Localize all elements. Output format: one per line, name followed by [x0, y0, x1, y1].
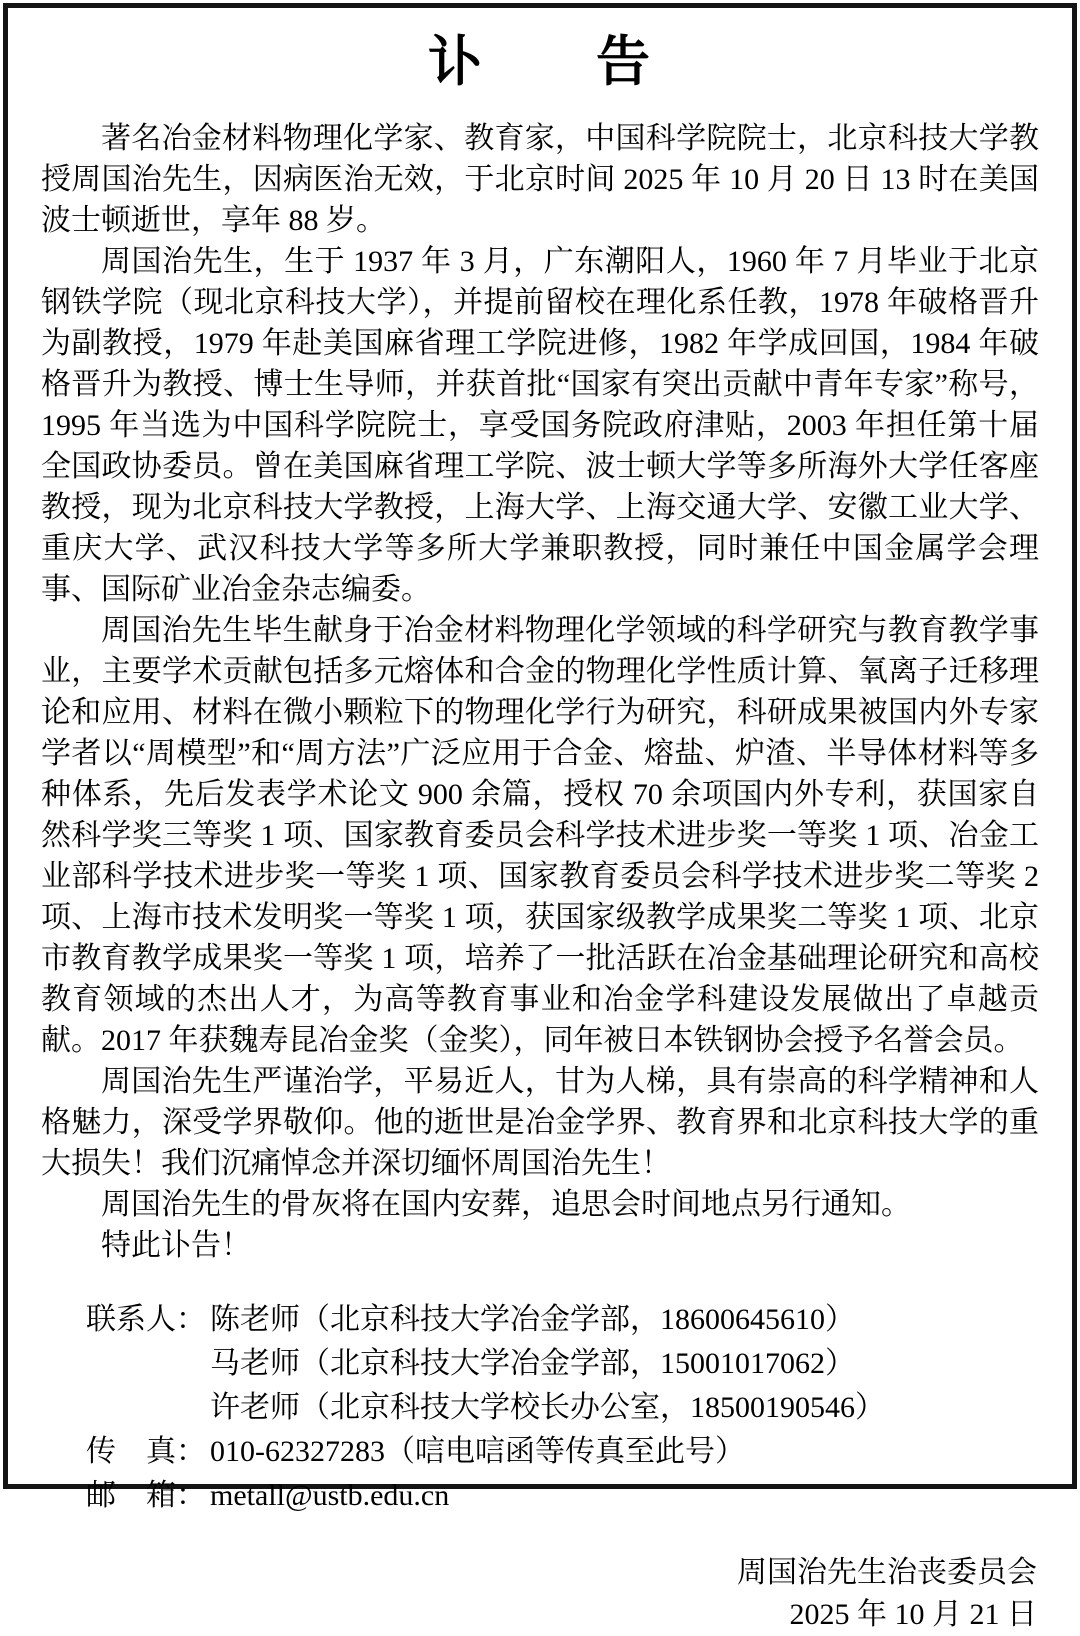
obituary-document [3, 3, 1077, 1631]
paragraph-tribute: 周国治先生严谨治学，平易近人，甘为人梯，具有崇高的科学精神和人格魅力，深受学界敬仰。他的逝世是冶金学界、教育界和北京科技大学的重大损失！我们沉痛悼念并深切缅怀周国治先生！ [41, 1065, 1039, 1180]
paragraph-intro: 著名冶金材料物理化学家、教育家，中国科学院院士，北京科技大学教授周国治先生，因病医治无效，于北京时间 2025 年 10 月 20 日 13 时在美国波士顿逝世，享年 88 岁。 [41, 122, 1039, 237]
obituary-body [41, 118, 1039, 1266]
email-label: 邮 箱： [86, 1479, 206, 1512]
contact-person-3: 许老师（北京科技大学校长办公室，18500190546） [210, 1391, 885, 1424]
contact-person-2: 马老师（北京科技大学冶金学部，15001017062） [210, 1347, 855, 1380]
contact-row-fax [86, 1430, 1039, 1474]
signature-date: 2025 年 10 月 21 日 [789, 1598, 1037, 1631]
page-title: 讣 告 [428, 32, 652, 92]
contact-person-1: 陈老师（北京科技大学冶金学部，18600645610） [210, 1303, 855, 1336]
email-address: metall@ustb.edu.cn [210, 1479, 450, 1512]
contact-row-person-1 [86, 1298, 1039, 1342]
fax-number: 010-62327283（唁电唁函等传真至此号） [210, 1435, 745, 1468]
paragraph-biography: 周国治先生，生于 1937 年 3 月，广东潮阳人，1960 年 7 月毕业于北京钢铁学院（现北京科技大学），并提前留校在理化系任教，1978 年破格晋升为副教授，1979 年赴美国麻省理工学院进修，1982 年学成回国，1984 年破格晋升为教授、博士生导师，并获首批“国家有突出贡献中青年专家”称号，1995 年当选为中国科学院院士，享受国务院政府津贴，2003 年担任第十届全国政协委员。曾在美国麻省理工学院、波士顿大学等多所海外大学任客座教授，现为北京科技大学教授，上海大学、上海交通大学、安徽工业大学、重庆大学、武汉科技大学等多所大学兼职教授，同时兼任中国金属学会理事、国际矿业冶金杂志编委。 [41, 245, 1039, 606]
signature-committee: 周国治先生治丧委员会 [737, 1556, 1037, 1589]
contact-row-email [86, 1474, 1039, 1518]
fax-label: 传 真： [86, 1435, 206, 1468]
contact-block [86, 1298, 1039, 1518]
contact-row-person-3 [86, 1386, 1039, 1430]
contact-row-person-2 [86, 1342, 1039, 1386]
paragraph-closing: 特此讣告！ [101, 1229, 251, 1262]
paragraph-burial-notice: 周国治先生的骨灰将在国内安葬，追思会时间地点另行通知。 [101, 1188, 911, 1221]
signature-block [41, 1552, 1039, 1636]
paragraph-achievements: 周国治先生毕生献身于冶金材料物理化学领域的科学研究与教育教学事业，主要学术贡献包括多元熔体和合金的物理化学性质计算、氧离子迁移理论和应用、材料在微小颗粒下的物理化学行为研究，科研成果被国内外专家学者以“周模型”和“周方法”广泛应用于合金、熔盐、炉渣、半导体材料等多种体系，先后发表学术论文 900 余篇，授权 70 余项国内外专利，获国家自然科学奖三等奖 1 项、国家教育委员会科学技术进步奖一等奖 1 项、冶金工业部科学技术进步奖一等奖 1 项、国家教育委员会科学技术进步奖二等奖 2 项、上海市技术发明奖一等奖 1 项，获国家级教学成果奖二等奖 1 项、北京市教育教学成果奖一等奖 1 项，培养了一批活跃在冶金基础理论研究和高校教育领域的杰出人才，为高等教育事业和冶金学科建设发展做出了卓越贡献。2017 年获魏寿昆冶金奖（金奖），同年被日本铁钢协会授予名誉会员。 [41, 614, 1039, 1057]
contact-label: 联系人： [86, 1303, 206, 1336]
